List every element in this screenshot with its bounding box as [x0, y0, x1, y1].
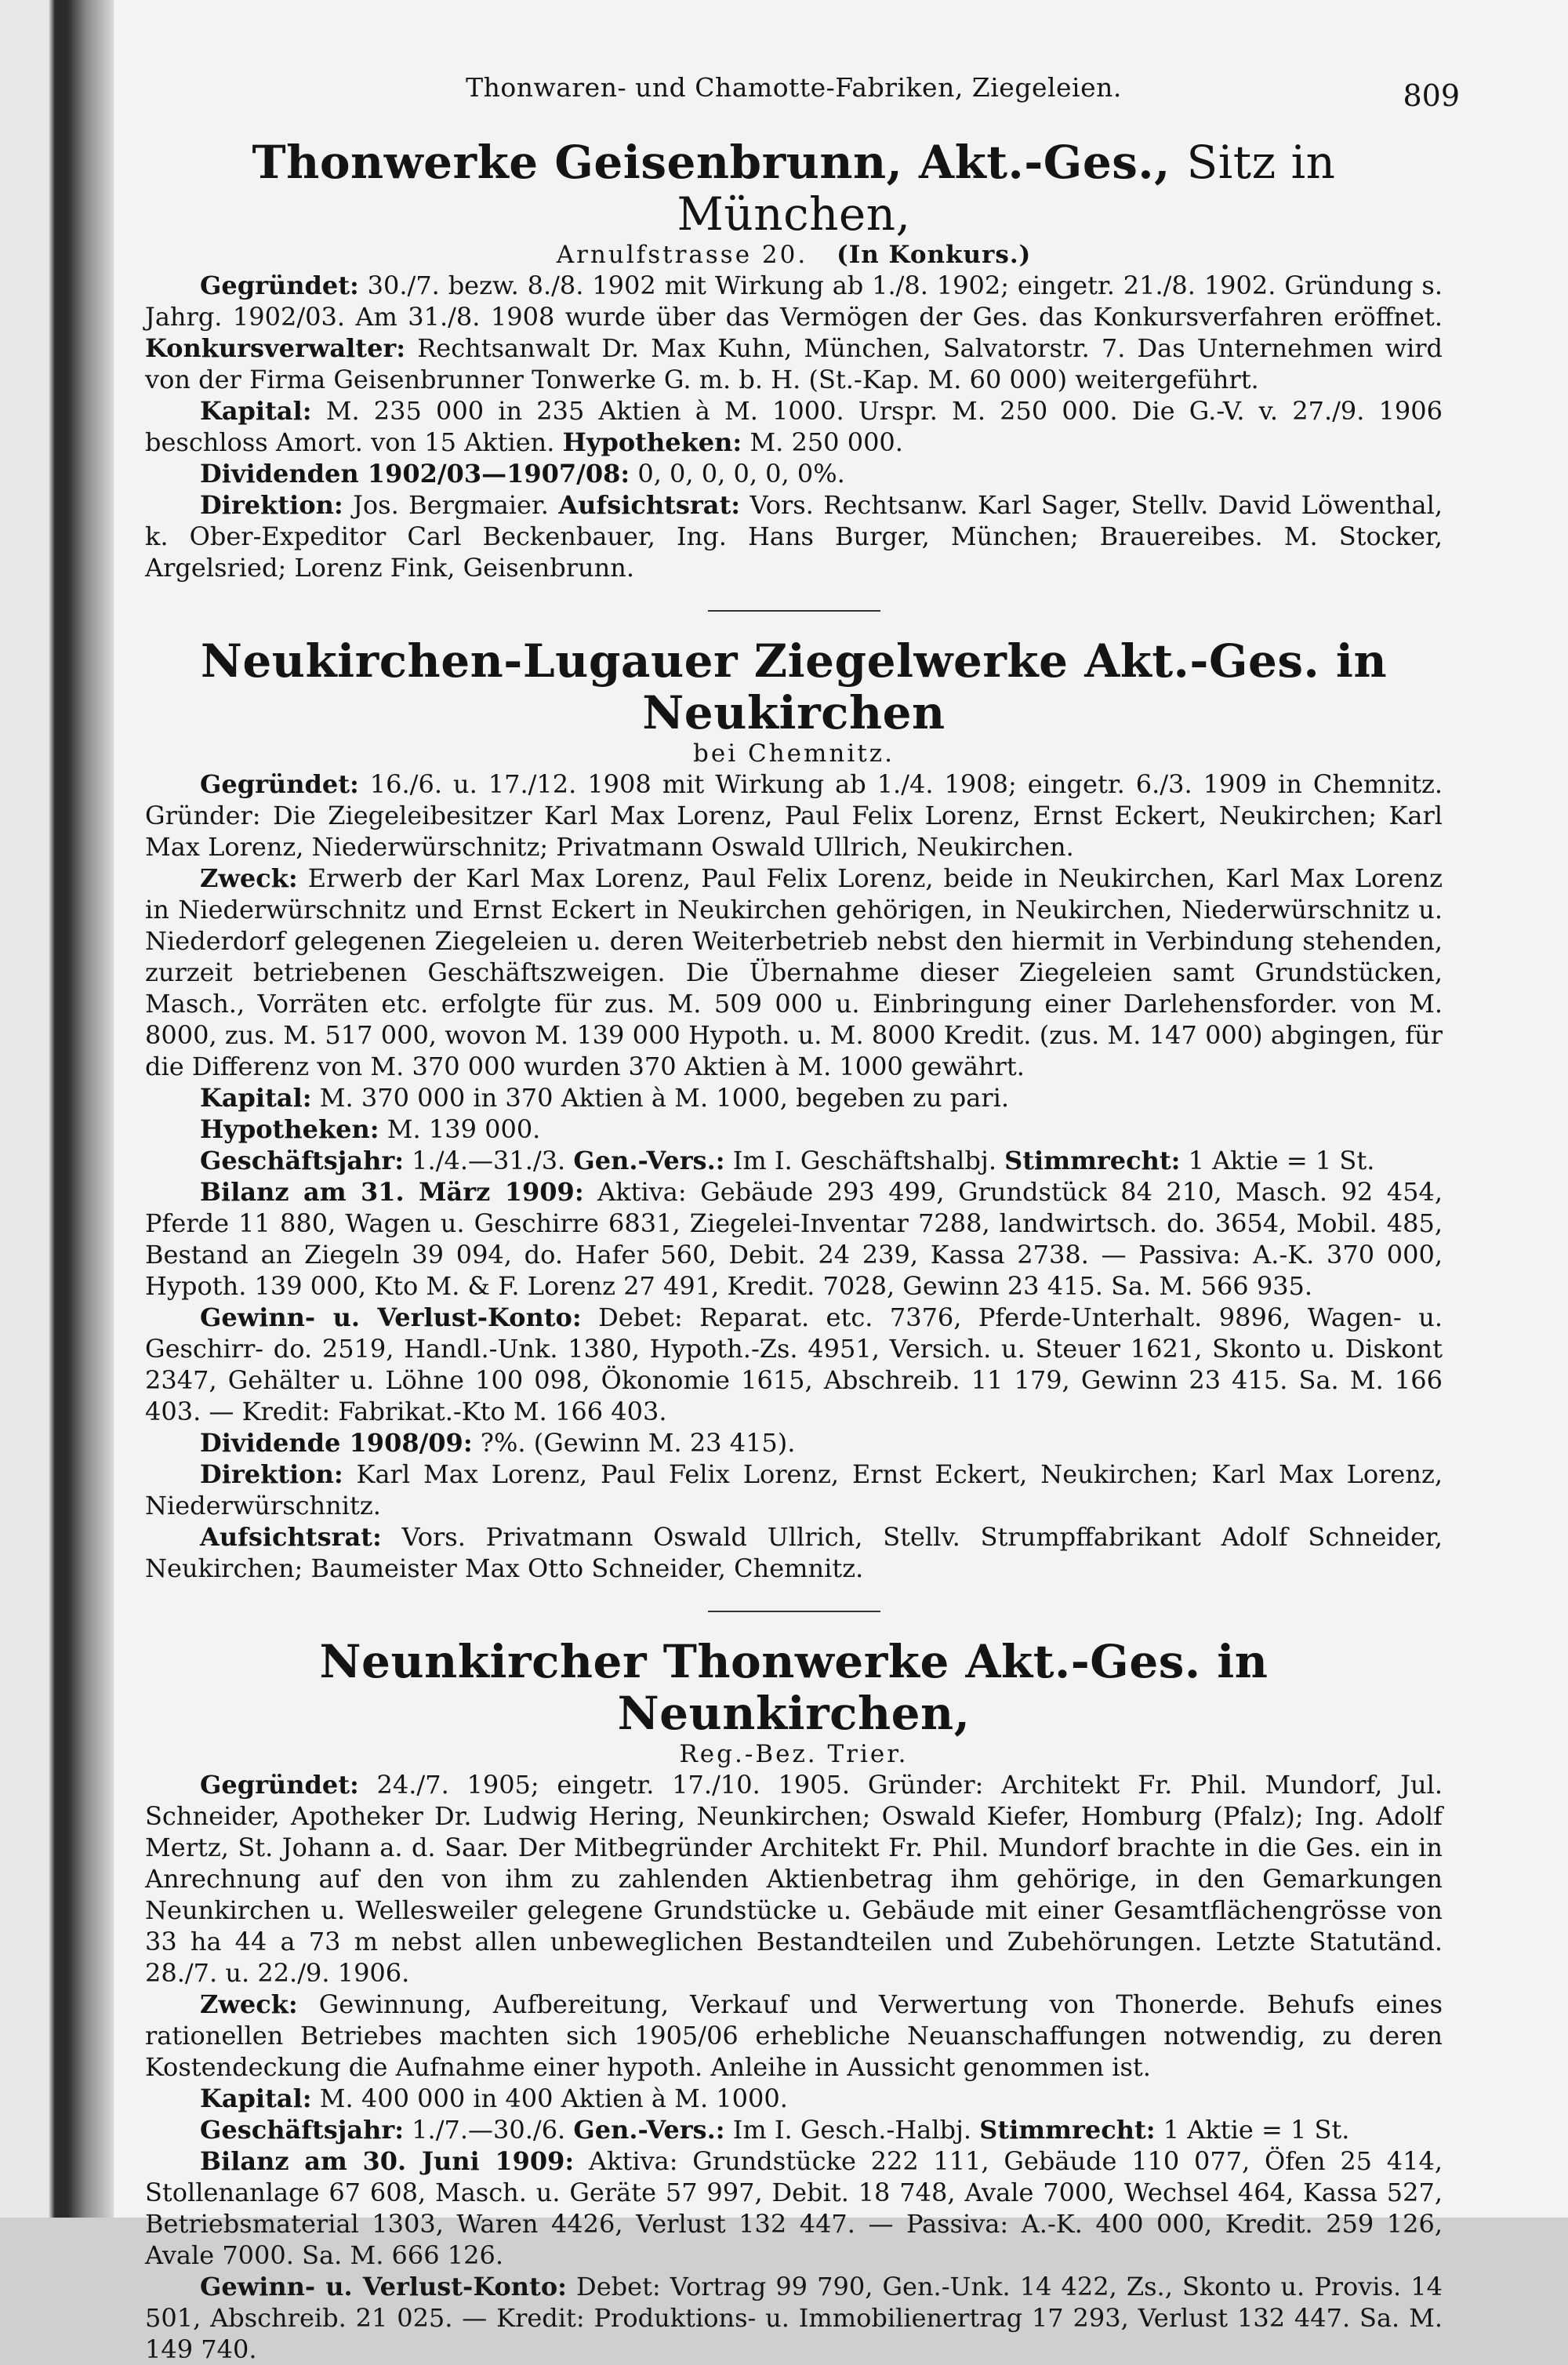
- entry-text: 24./7. 1905; eingetr. 17./10. 1905. Gründer: Architekt Fr. Phil. Mundorf, Jul. Schneider, Apotheker Dr. Ludwig Hering, Neunkirchen; Oswald Kiefer, Homburg (Pfalz); Ing. Adolf Mertz, St. Johann a. d. Saar. Der Mitbegründer Architekt Fr. Phil. Mundorf brachte in die Ges. ein in Anrechnung auf den von ihm zu zahlenden Aktienbetrag ihm gehörige, in den Gemarkungen Neunkirchen u. Wellesweiler gelegene Grundstücke u. Gebäude mit einer Gesamtflächengrösse von 33 ha 44 a 73 m nebst allen unbeweglichen Bestandteilen und Zubehörungen. Letzte Statutänd. 28./7. u. 22./9. 1906.: [145, 1770, 1443, 1988]
- entry-balance: [145, 1176, 1443, 1302]
- entry-founded: [145, 1769, 1443, 1989]
- entry-label: Hypotheken:: [200, 1114, 379, 1144]
- entry-text: Im I. Gesch.-Halbj.: [732, 2115, 972, 2145]
- entry-business-year: [145, 2114, 1443, 2145]
- entry-text: 30./7. bezw. 8./8. 1902 mit Wirkung ab 1./8. 1902; eingetr. 21./8. 1902. Gründung s. Jahrg. 1902/03. Am 31./8. 1908 wurde über das Vermögen der Ges. das Konkursverfahren eröffnet.: [145, 271, 1443, 332]
- entry-text: 16./6. u. 17./12. 1908 mit Wirkung ab 1./4. 1908; eingetr. 6./3. 1909 in Chemnitz. Gründer: Die Ziegeleibesitzer Karl Max Lorenz, Paul Felix Lorenz, Ernst Eckert, Neukirchen; Karl Max Lorenz, Niederwürschnitz; Privatmann Oswald Ullrich, Neukirchen.: [145, 769, 1443, 862]
- company-name: Neunkircher Thonwerke Akt.-Ges. in Neunkirchen,: [319, 1635, 1269, 1740]
- entry-label: Gegründet:: [200, 271, 359, 300]
- company-name: Neukirchen-Lugauer Ziegelwerke Akt.-Ges. in Neukirchen: [200, 634, 1388, 739]
- entry-text: M. 250 000.: [750, 427, 903, 457]
- company-entry: [145, 1636, 1443, 2365]
- entry-purpose: [145, 1989, 1443, 2083]
- company-title: [145, 1636, 1443, 1739]
- entry-capital: [145, 2083, 1443, 2114]
- entry-label: Geschäftsjahr:: [200, 1146, 404, 1175]
- entry-label: Gegründet:: [200, 1770, 359, 1800]
- entry-founded: [145, 768, 1443, 863]
- entry-text: M. 139 000.: [387, 1114, 541, 1144]
- entry-label: Bilanz am 31. März 1909:: [200, 1177, 584, 1207]
- entry-label: Gewinn- u. Verlust-Konto:: [200, 1302, 582, 1332]
- page: [114, 0, 1568, 2364]
- section-divider: [708, 1611, 880, 1612]
- page-number: 809: [1403, 78, 1460, 113]
- entry-label: Direktion:: [200, 490, 343, 520]
- entry-text: 1 Aktie = 1 St.: [1188, 1146, 1375, 1175]
- entry-text: Vors. Privatmann Oswald Ullrich, Stellv. Strumpffabrikant Adolf Schneider, Neukirchen; Baumeister Max Otto Schneider, Chemnitz.: [145, 1522, 1443, 1583]
- entry-mortgages: [145, 1113, 1443, 1145]
- entry-label: Stimmrecht:: [1004, 1146, 1181, 1175]
- entry-label: Hypotheken:: [562, 427, 742, 457]
- entry-text: M. 235 000 in 235 Aktien à M. 1000. Urspr. M. 250 000. Die G.-V. v. 27./9. 1906 beschloss Amort. von 15 Aktien.: [145, 396, 1443, 457]
- entry-profit-loss: [145, 1302, 1443, 1427]
- entry-label: Geschäftsjahr:: [200, 2115, 404, 2145]
- entry-text: 0, 0, 0, 0, 0, 0%.: [637, 459, 845, 489]
- entry-text: 1./7.—30./6.: [412, 2115, 566, 2145]
- entry-text: Rechtsanwalt Dr. Max Kuhn, München, Salvatorstr. 7. Das Unternehmen wird von der Firma Geisenbrunner Tonwerke G. m. b. H. (St.-Kap. M. 60 000) weitergeführt.: [145, 333, 1443, 394]
- company-name: Thonwerke Geisenbrunn, Akt.-Ges.,: [252, 136, 1171, 189]
- entry-text: Gewinnung, Aufbereitung, Verkauf und Verwertung von Thonerde. Behufs eines rationellen Betriebes machten sich 1905/06 erhebliche Neuanschaffungen notwendig, zu deren Kostendeckung die Aufnahme einer hypoth. Anleihe in Aussicht genommen ist.: [145, 1989, 1443, 2082]
- entry-label: Bilanz am 30. Juni 1909:: [200, 2146, 575, 2176]
- entry-label: Gen.-Vers.:: [573, 2115, 725, 2145]
- entry-business-year: [145, 1145, 1443, 1176]
- entry-balance: [145, 2145, 1443, 2271]
- entry-dividends: [145, 458, 1443, 489]
- company-address: Arnulfstrasse 20.: [556, 241, 808, 269]
- entry-supervisory-board: [145, 1521, 1443, 1584]
- entry-label: Gewinn- u. Verlust-Konto:: [200, 2272, 567, 2301]
- company-subline: [145, 1739, 1443, 1769]
- entry-purpose: [145, 863, 1443, 1082]
- entry-capital: [145, 1082, 1443, 1113]
- company-subline: [145, 739, 1443, 768]
- company-address: bei Chemnitz.: [693, 739, 895, 768]
- entry-text: M. 370 000 in 370 Aktien à M. 1000, begeben zu pari.: [319, 1083, 1010, 1113]
- company-address: Reg.-Bez. Trier.: [679, 1740, 909, 1768]
- entry-label: Kapital:: [200, 1083, 312, 1113]
- entry-label: Gen.-Vers.:: [573, 1146, 725, 1175]
- company-title: [145, 136, 1443, 240]
- entry-text: Jos. Bergmaier.: [353, 490, 549, 520]
- entry-text: Vors. Rechtsanw. Karl Sager, Stellv. David Löwenthal, k. Ober-Expeditor Carl Beckenbauer, Ing. Hans Burger, München; Brauereibes. M. Stocker, Argelsried; Lorenz Fink, Geisenbrunn.: [145, 490, 1443, 583]
- entry-text: ?%. (Gewinn M. 23 415).: [480, 1428, 796, 1458]
- company-title: [145, 635, 1443, 739]
- entry-profit-loss: [145, 2271, 1443, 2365]
- entry-board: [145, 1459, 1443, 1521]
- company-entry: [145, 136, 1443, 583]
- entry-text: Debet: Vortrag 99 790, Gen.-Unk. 14 422, Zs., Skonto u. Provis. 14 501, Abschreib. 21 025. — Kredit: Produktions- u. Immobilienertrag 17 293, Verlust 132 447. Sa. M. 149 740.: [145, 2272, 1443, 2364]
- entry-label: Kapital:: [200, 396, 312, 426]
- entry-label: Gegründet:: [200, 769, 359, 799]
- page-content: [145, 55, 1460, 2365]
- entry-label: Aufsichtsrat:: [200, 1522, 382, 1552]
- entry-text: 1./4.—31./3.: [412, 1146, 566, 1175]
- entry-founded: [145, 270, 1443, 395]
- company-status: (In Konkurs.): [837, 241, 1032, 269]
- entry-text: Aktiva: Gebäude 293 499, Grundstück 84 210, Masch. 92 454, Pferde 11 880, Wagen u. Geschirre 6831, Ziegelei-Inventar 7288, landwirtsch. do. 3654, Mobil. 485, Bestand an Ziegeln 39 094, do. Hafer 560, Debit. 24 239, Kassa 2738. — Passiva: A.-K. 370 000, Hypoth. 139 000, Kto M. & F. Lorenz 27 491, Kredit. 7028, Gewinn 23 415. Sa. M. 566 935.: [145, 1177, 1443, 1301]
- entry-capital: [145, 395, 1443, 458]
- scan-binding-edge: [0, 0, 114, 2218]
- entry-label: Konkursverwalter:: [145, 333, 406, 363]
- entry-label: Stimmrecht:: [979, 2115, 1156, 2145]
- entry-label: Direktion:: [200, 1459, 343, 1489]
- company-entry: [145, 635, 1443, 1584]
- entry-dividend: [145, 1427, 1443, 1459]
- company-seat: Sitz in München,: [677, 136, 1336, 241]
- entry-board: [145, 489, 1443, 583]
- entry-text: M. 400 000 in 400 Aktien à M. 1000.: [319, 2083, 788, 2113]
- entry-text: Debet: Reparat. etc. 7376, Pferde-Unterhalt. 9896, Wagen- u. Geschirr- do. 2519, Handl.-Unk. 1380, Hypoth.-Zs. 4951, Versich. u. Steuer 1621, Skonto u. Diskont 2347, Gehälter u. Löhne 100 098, Ökonomie 1615, Abschreib. 11 179, Gewinn 23 415. Sa. M. 166 403. — Kredit: Fabrikat.-Kto M. 166 403.: [145, 1302, 1443, 1426]
- entry-label: Kapital:: [200, 2083, 312, 2113]
- entry-label: Aufsichtsrat:: [558, 490, 741, 520]
- entry-text: Aktiva: Grundstücke 222 111, Gebäude 110 077, Öfen 25 414, Stollenanlage 67 608, Masch. u. Geräte 57 997, Debit. 18 748, Avale 7000, Wechsel 464, Kassa 527, Betriebsmaterial 1303, Waren 4426, Verlust 132 447. — Passiva: A.-K. 400 000, Kredit. 259 126, Avale 7000. Sa. M. 666 126.: [145, 2146, 1443, 2270]
- entry-text: Karl Max Lorenz, Paul Felix Lorenz, Ernst Eckert, Neukirchen; Karl Max Lorenz, Niederwürschnitz.: [145, 1459, 1443, 1520]
- entry-text: Erwerb der Karl Max Lorenz, Paul Felix Lorenz, beide in Neukirchen, Karl Max Lorenz in Niederwürschnitz und Ernst Eckert in Neukirchen gehörigen, in Neukirchen, Niederwürschnitz u. Niederdorf gelegenen Ziegeleien u. deren Weiterbetrieb nebst den hiermit in Verbindung stehenden, zurzeit betriebenen Geschäftszweigen. Die Übernahme dieser Ziegeleien samt Grundstücken, Masch., Vorräten etc. erfolgte für zus. M. 509 000 u. Einbringung einer Darlehensforder. von M. 8000, zus. M. 517 000, wovon M. 139 000 Hypoth. u. M. 8000 Kredit. (zus. M. 147 000) abgingen, für die Differenz von M. 370 000 wurden 370 Aktien à M. 1000 gewährt.: [145, 863, 1443, 1081]
- running-head: [145, 55, 1460, 125]
- running-title: Thonwaren- und Chamotte-Fabriken, Ziegeleien.: [466, 72, 1122, 103]
- entry-text: Im I. Geschäftshalbj.: [732, 1146, 996, 1175]
- entry-label: Dividenden 1902/03—1907/08:: [200, 459, 630, 489]
- entry-label: Zweck:: [200, 863, 298, 893]
- section-divider: [708, 610, 880, 612]
- entry-text: 1 Aktie = 1 St.: [1163, 2115, 1350, 2145]
- entry-label: Zweck:: [200, 1989, 298, 2019]
- company-subline: [145, 240, 1443, 270]
- entry-label: Dividende 1908/09:: [200, 1428, 473, 1458]
